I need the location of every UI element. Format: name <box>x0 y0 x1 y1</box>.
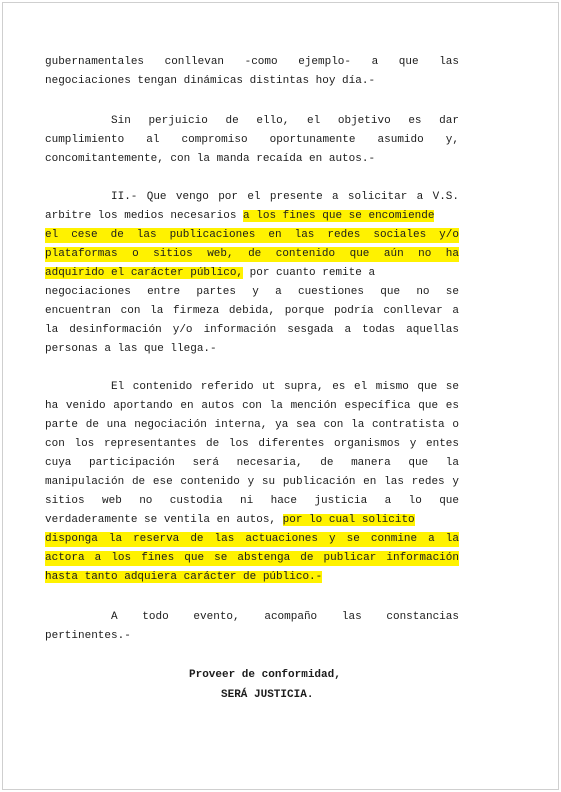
text-line: manipulación de ese contenido y su publicación en las redes y <box>45 476 459 488</box>
text-line: II.- Que vengo por el presente a solicitar a V.S. <box>111 191 459 203</box>
highlighted-text: plataformas o sitios web, de contenido que aún no ha <box>45 248 459 260</box>
text-line: El contenido referido ut supra, es el mismo que se <box>111 381 459 393</box>
text-segment: por cuanto remite a <box>243 267 376 279</box>
highlighted-text: a los fines que se encomiende <box>243 210 435 222</box>
text-line: gubernamentales conllevan -como ejemplo- a que las <box>45 56 459 68</box>
text-line: la desinformación y/o información sesgada a todas aquellas <box>45 324 459 336</box>
highlighted-text: adquirido el carácter público, <box>45 267 244 279</box>
text-line: A todo evento, acompaño las constancias <box>111 611 459 623</box>
highlighted-text: el cese de las publicaciones en las redes sociales y/o <box>45 229 459 241</box>
text-line <box>45 570 459 585</box>
text-line: personas a las que llega.- <box>45 343 217 355</box>
highlighted-text: por lo cual solicito <box>282 514 415 526</box>
highlighted-text: disponga la reserva de las actuaciones y se conmine a la <box>45 533 459 545</box>
text-line: cuya participación será necesaria, de manera que la <box>45 457 459 469</box>
text-line: ha venido aportando en autos con la mención específica que es <box>45 400 459 412</box>
text-segment: arbitre los medios necesarios <box>45 210 244 222</box>
text-line: pertinentes.- <box>45 630 131 642</box>
highlighted-text: actora a los fines que se abstenga de publicar información <box>45 552 459 564</box>
text-line: encuentran con la firmeza debida, porque podría conllevar a <box>45 305 459 317</box>
text-line: negociaciones tengan dinámicas distintas hoy día.- <box>45 75 376 87</box>
text-line <box>45 513 459 528</box>
text-line <box>45 266 459 281</box>
text-line: cumplimiento al compromiso oportunamente asumido y, <box>45 134 459 146</box>
text-line: concomitantemente, con la manda recaída en autos.- <box>45 153 376 165</box>
text-line: negociaciones entre partes y a cuestiones que no se <box>45 286 459 298</box>
text-line <box>45 209 459 224</box>
text-line: sitios web no custodia ni hace justicia a lo que <box>45 495 459 507</box>
text-segment: verdaderamente se ventila en autos, <box>45 514 283 526</box>
text-line: parte de una negociación interna, ya sea con la contratista o <box>45 419 459 431</box>
closing-signoff: SERÁ JUSTICIA. <box>221 689 314 701</box>
highlighted-text: hasta tanto adquiera carácter de público.- <box>45 571 323 583</box>
closing-line: Proveer de conformidad, <box>189 669 341 681</box>
document-page <box>2 2 559 790</box>
text-line: Sin perjuicio de ello, el objetivo es dar <box>111 115 459 127</box>
text-line: con los representantes de los diferentes organismos y entes <box>45 438 459 450</box>
